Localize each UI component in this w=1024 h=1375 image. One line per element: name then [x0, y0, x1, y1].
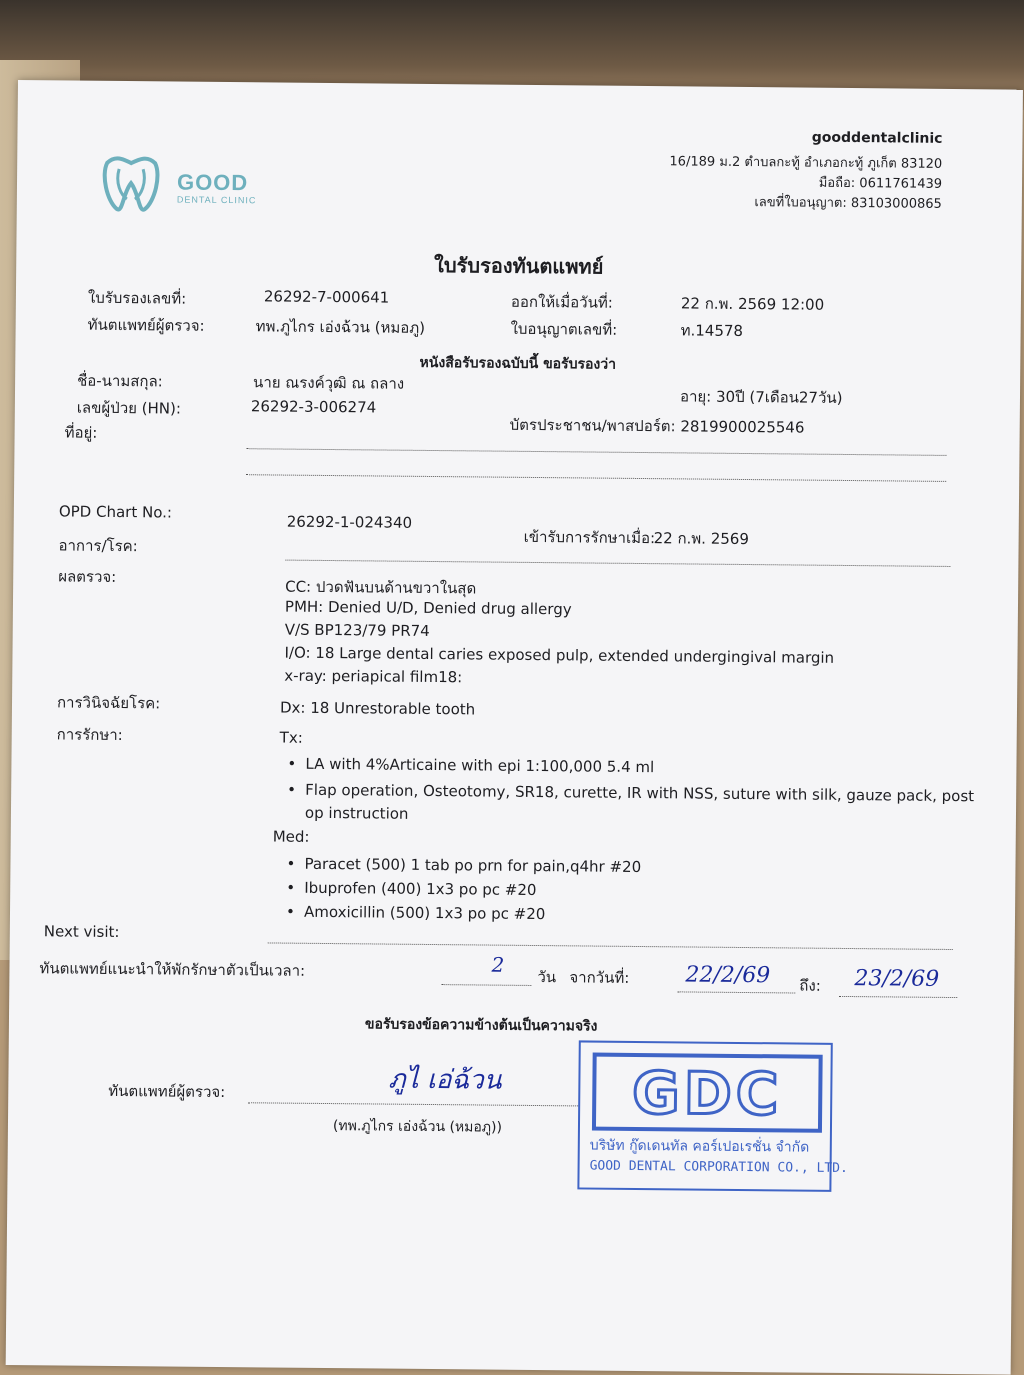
next-visit-line [268, 942, 953, 950]
med-bullet-1: • [286, 854, 296, 873]
stamp-logo-frame [592, 1053, 823, 1133]
rest-day-unit: วัน [537, 968, 557, 987]
tx-heading: Tx: [279, 728, 303, 747]
tx-label: การรักษา: [56, 725, 123, 745]
exam-line-vs: V/S BP123/79 PR74 [284, 620, 430, 640]
symptom-line [285, 560, 950, 567]
patient-age: อายุ: 30ปี (7เดือน27วัน) [679, 387, 843, 407]
tooth-logo-icon [99, 153, 164, 216]
rest-days-value: 2 [491, 952, 505, 977]
dx-label: การวินิจฉัยโรค: [56, 693, 161, 713]
med-heading: Med: [272, 827, 310, 846]
signature-label: ทันตแพทย์ผู้ตรวจ: [108, 1081, 226, 1102]
rest-label: ทันตแพทย์แนะนำให้พักรักษาตัวเป็นเวลา: [39, 959, 306, 980]
tx-bullet-1: • [287, 754, 297, 773]
hn-value: 26292-3-006274 [250, 397, 377, 417]
clinic-name: gooddentalclinic [811, 129, 943, 147]
exam-line-cc: CC: ปวดฟันบนด้านขวาในสุด [285, 577, 477, 598]
exam-line-xray: x-ray: periapical film18: [284, 666, 463, 687]
tx-item-flap: Flap operation, Osteotomy, SR18, curette, IR with NSS, suture with silk, gauze pack, post [305, 780, 975, 806]
stamp-english-name: GOOD DENTAL CORPORATION CO., LTD. [589, 1158, 848, 1177]
exam-line-io: I/O: 18 Large dental caries exposed pulp, extended undergingival margin [284, 643, 835, 667]
rest-days-line [441, 984, 531, 986]
opd-chart-label: OPD Chart No.: [58, 502, 173, 522]
id-card: บัตรประชาชน/พาสปอร์ต: 2819900025546 [509, 415, 805, 437]
med-item-ibuprofen: Ibuprofen (400) 1x3 po pc #20 [304, 878, 537, 900]
issued-value: 22 ก.พ. 2569 12:00 [680, 294, 825, 314]
rest-to-line [839, 996, 957, 998]
dentist-value: ทพ.ภูไกร เอ่งฉ้วน (หมอภู) [255, 317, 426, 337]
med-item-paracet: Paracet (500) 1 tab po prn for pain,q4hr #20 [304, 854, 642, 877]
tx-item-la: LA with 4%Articaine with epi 1:100,000 5.4 ml [305, 754, 655, 777]
signature-printed-name: (ทพ.ภูไกร เอ่งฉ้วน (หมอภู)) [332, 1118, 503, 1136]
patient-name-label: ชื่อ-นามสกุล: [77, 371, 163, 391]
signature-line [248, 1102, 578, 1106]
license-label: ใบอนุญาตเลขที่: [510, 319, 618, 339]
rest-to-label: ถึง: [799, 976, 821, 995]
logo-word: GOOD [176, 169, 249, 196]
rest-from-label: จากวันที่: [569, 968, 630, 987]
dentist-label: ทันตแพทย์ผู้ตรวจ: [87, 315, 205, 335]
address-line-2 [246, 474, 946, 482]
address-label: ที่อยู่: [64, 423, 98, 442]
address-line-1 [246, 448, 946, 456]
stamp-thai-name: บริษัท กู๊ดเดนทัล คอร์เปอเรชั่น จำกัด [589, 1137, 810, 1156]
certify-statement: ขอรับรองข้อความข้างต้นเป็นความจริง [364, 1016, 598, 1035]
clinic-address: 16/189 ม.2 ตำบลกะทู้ อำเภอกะทู้ ภูเก็ต 83120 [669, 154, 943, 172]
symptom-label: อาการ/โรค: [58, 536, 138, 556]
clinic-phone: มือถือ: 0611761439 [818, 175, 943, 192]
hn-label: เลขผู้ป่วย (HN): [76, 398, 182, 418]
license-value: ท.14578 [680, 321, 744, 340]
dx-value: Dx: 18 Unrestorable tooth [279, 698, 476, 719]
issued-label: ออกให้เมื่อวันที่: [510, 292, 613, 312]
tx-item-flap-cont: op instruction [304, 803, 409, 823]
rest-from-value: 22/2/69 [685, 962, 771, 989]
patient-name-value: นาย ณรงค์วุฒิ ณ ถลาง [253, 373, 405, 393]
visit-date: 22 ก.พ. 2569 [653, 529, 750, 549]
handwritten-signature: ภูไ เอ่ฉ้วน [388, 1064, 502, 1096]
med-bullet-3: • [285, 902, 295, 921]
cert-no-label: ใบรับรองเลขที่: [87, 288, 187, 308]
stamp-logo: GDC [631, 1058, 783, 1129]
document-title: ใบรับรองทันตแพทย์ [434, 253, 604, 279]
tx-bullet-2: • [287, 780, 297, 799]
visit-label: เข้ารับการรักษาเมื่อ: [523, 527, 656, 548]
rest-from-line [677, 991, 795, 993]
rest-to-value: 23/2/69 [854, 966, 940, 992]
med-bullet-2: • [286, 878, 296, 897]
certificate-sheet [6, 80, 1023, 1375]
opd-chart-value: 26292-1-024340 [286, 512, 413, 532]
subtitle: หนังสือรับรองฉบับนี้ ขอรับรองว่า [419, 354, 617, 373]
clinic-license: เลขที่ใบอนุญาต: 83103000865 [754, 195, 942, 212]
exam-line-pmh: PMH: Denied U/D, Denied drug allergy [284, 597, 572, 619]
logo-subtitle: DENTAL CLINIC [176, 194, 257, 206]
med-item-amoxicillin: Amoxicillin (500) 1x3 po pc #20 [303, 902, 546, 924]
next-visit-label: Next visit: [43, 922, 120, 942]
exam-label: ผลตรวจ: [58, 567, 117, 586]
cert-no-value: 26292-7-000641 [263, 287, 390, 307]
company-stamp [577, 1040, 848, 1191]
